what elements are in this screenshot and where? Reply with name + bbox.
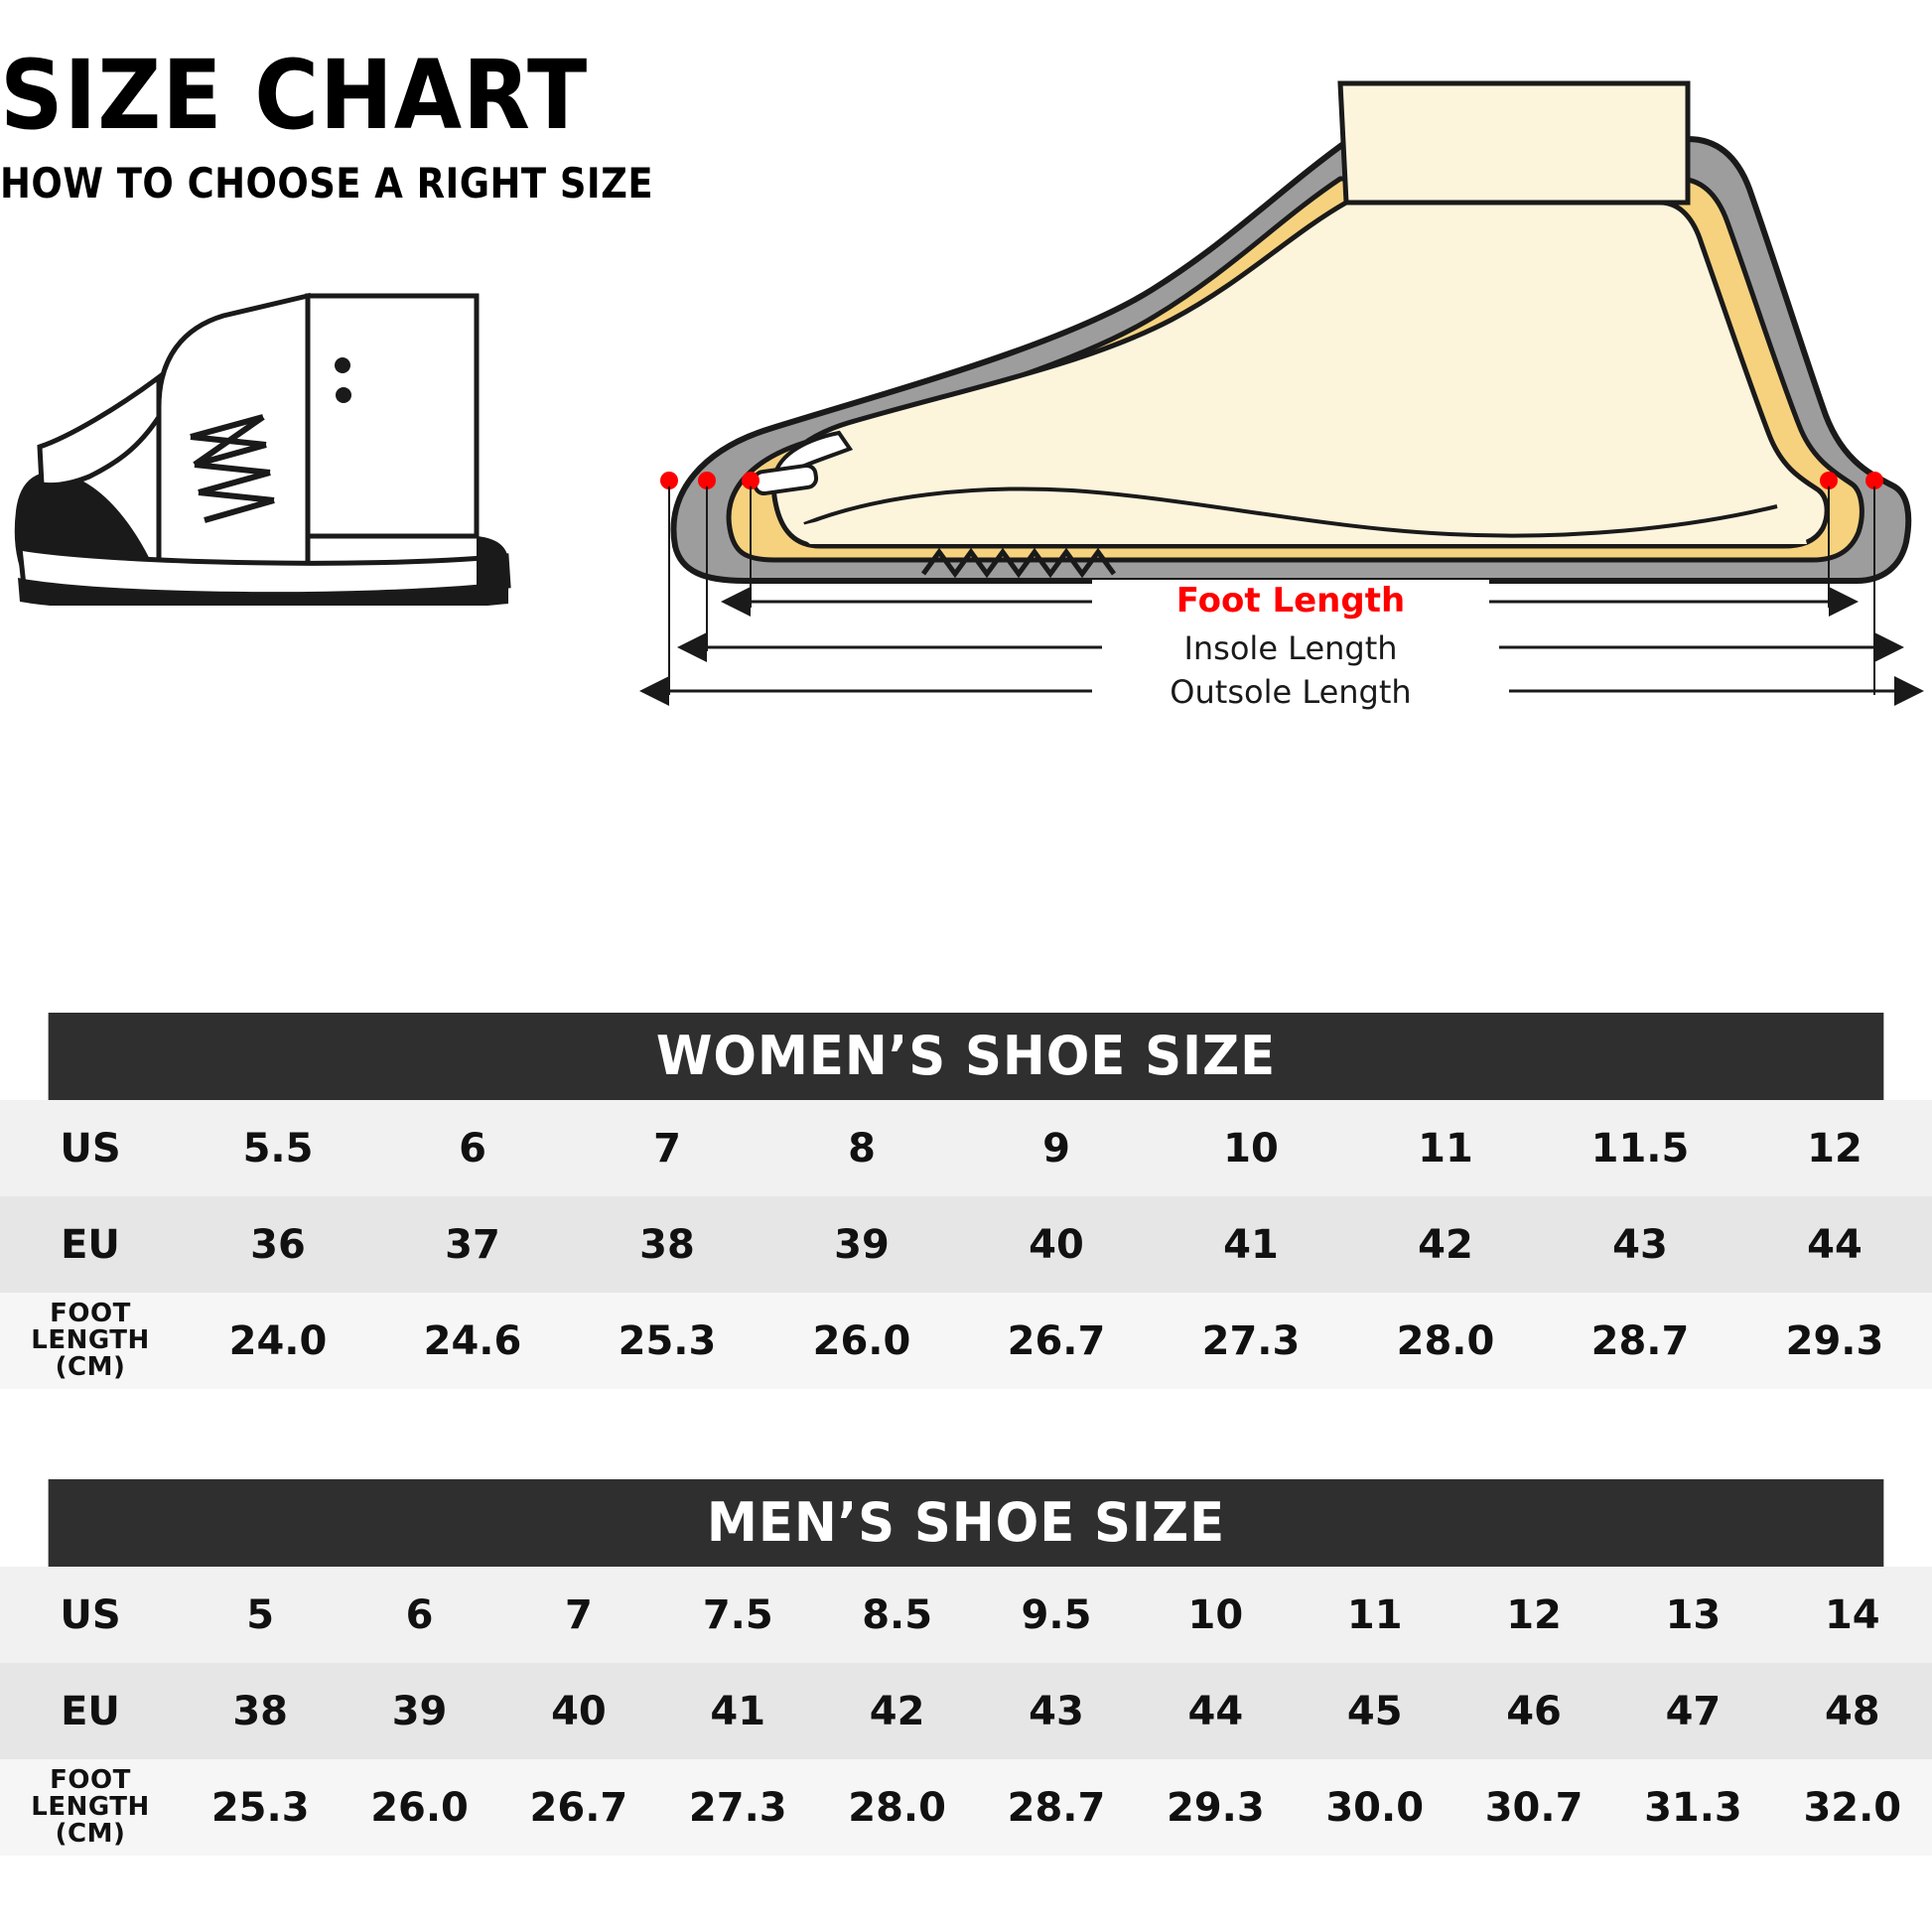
cell: 26.7: [499, 1759, 658, 1856]
cell: 9.5: [977, 1567, 1136, 1663]
cell: 25.3: [570, 1293, 764, 1389]
cell: 28.0: [1348, 1293, 1543, 1389]
table-row: [0, 1663, 1932, 1759]
cell: 8.5: [817, 1567, 976, 1663]
womens-table-title: WOMEN’S SHOE SIZE: [49, 1013, 1884, 1100]
cell: 11: [1348, 1100, 1543, 1196]
cell: 27.3: [1154, 1293, 1348, 1389]
cell: 10: [1154, 1100, 1348, 1196]
cell: 39: [340, 1663, 498, 1759]
cell: 26.0: [340, 1759, 498, 1856]
cell: 12: [1454, 1567, 1613, 1663]
cell: 8: [764, 1100, 959, 1196]
cell: 38: [181, 1663, 340, 1759]
cell: 24.6: [375, 1293, 570, 1389]
cell: 42: [817, 1663, 976, 1759]
row-label-us: US: [0, 1567, 181, 1663]
table-row: [0, 1196, 1932, 1293]
outsole-length-label: Outsole Length: [1170, 673, 1412, 711]
womens-size-table: [0, 1013, 1932, 1389]
cell: 7: [499, 1567, 658, 1663]
cell: 36: [181, 1196, 375, 1293]
cell: 10: [1136, 1567, 1295, 1663]
cell: 26.7: [959, 1293, 1154, 1389]
cell: 28.0: [817, 1759, 976, 1856]
cell: 6: [340, 1567, 498, 1663]
insole-length-label: Insole Length: [1183, 629, 1398, 667]
cell: 11: [1296, 1567, 1454, 1663]
cell: 40: [959, 1196, 1154, 1293]
mens-size-table: [0, 1479, 1932, 1856]
cell: 5: [181, 1567, 340, 1663]
cell: 38: [570, 1196, 764, 1293]
mens-size-grid: [0, 1567, 1932, 1856]
mens-table-title: MEN’S SHOE SIZE: [49, 1479, 1884, 1567]
cell: 12: [1737, 1100, 1932, 1196]
cell: 28.7: [1543, 1293, 1737, 1389]
cell: 7.5: [658, 1567, 817, 1663]
cell: 31.3: [1613, 1759, 1772, 1856]
row-label-eu: EU: [0, 1663, 181, 1759]
cell: 41: [658, 1663, 817, 1759]
cell: 42: [1348, 1196, 1543, 1293]
cell: 14: [1773, 1567, 1932, 1663]
measurement-diagram: [635, 79, 1926, 735]
cell: 44: [1136, 1663, 1295, 1759]
foot-length-label: Foot Length: [1175, 581, 1406, 621]
table-row: [0, 1567, 1932, 1663]
foot-length-line1: FOOT: [50, 1298, 131, 1328]
cell: 27.3: [658, 1759, 817, 1856]
cell: 29.3: [1737, 1293, 1932, 1389]
shoe-product-image: [10, 288, 625, 606]
cell: 6: [375, 1100, 570, 1196]
cell: 44: [1737, 1196, 1932, 1293]
cell: 30.7: [1454, 1759, 1613, 1856]
cell: 11.5: [1543, 1100, 1737, 1196]
cell: 13: [1613, 1567, 1772, 1663]
cell: 25.3: [181, 1759, 340, 1856]
cell: 30.0: [1296, 1759, 1454, 1856]
page-title: SIZE CHART: [0, 40, 589, 151]
foot-length-line2: LENGTH (CM): [31, 1791, 150, 1850]
cell: 5.5: [181, 1100, 375, 1196]
cell: 43: [977, 1663, 1136, 1759]
cell: 9: [959, 1100, 1154, 1196]
row-label-us: US: [0, 1100, 181, 1196]
page-subtitle: HOW TO CHOOSE A RIGHT SIZE: [0, 159, 654, 207]
row-label-foot-length: [0, 1759, 181, 1856]
foot-length-line2: LENGTH (CM): [31, 1324, 150, 1383]
cell: 45: [1296, 1663, 1454, 1759]
row-label-eu: EU: [0, 1196, 181, 1293]
cell: 7: [570, 1100, 764, 1196]
page-header: [0, 40, 695, 207]
cell: 41: [1154, 1196, 1348, 1293]
cell: 48: [1773, 1663, 1932, 1759]
cell: 37: [375, 1196, 570, 1293]
table-row: [0, 1759, 1932, 1856]
cell: 47: [1613, 1663, 1772, 1759]
cell: 40: [499, 1663, 658, 1759]
row-label-foot-length: [0, 1293, 181, 1389]
table-row: [0, 1100, 1932, 1196]
foot-length-line1: FOOT: [50, 1764, 131, 1795]
table-row: [0, 1293, 1932, 1389]
cell: 29.3: [1136, 1759, 1295, 1856]
cell: 24.0: [181, 1293, 375, 1389]
cell: 32.0: [1773, 1759, 1932, 1856]
womens-size-grid: [0, 1100, 1932, 1389]
cell: 26.0: [764, 1293, 959, 1389]
cell: 39: [764, 1196, 959, 1293]
cell: 46: [1454, 1663, 1613, 1759]
cell: 28.7: [977, 1759, 1136, 1856]
cell: 43: [1543, 1196, 1737, 1293]
